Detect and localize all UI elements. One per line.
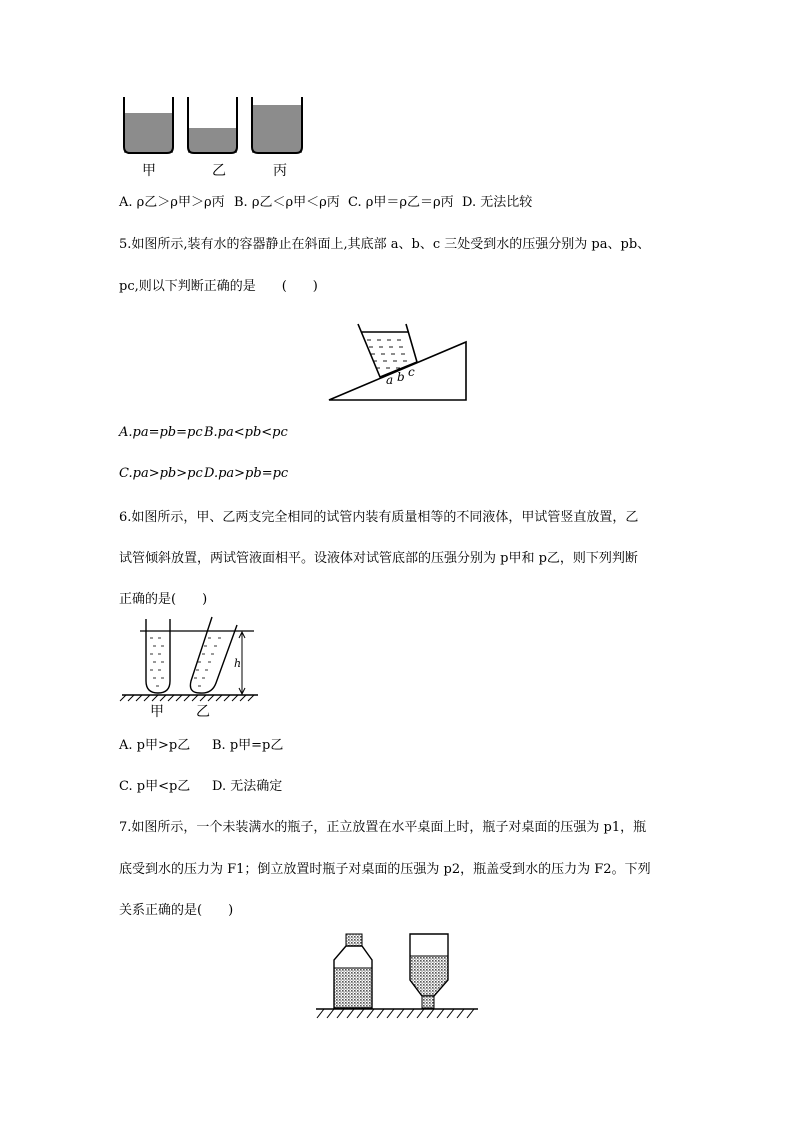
q6-option-b: B. p甲=p乙 bbox=[212, 738, 284, 753]
q6-stem-line1: 6.如图所示，甲、乙两支完全相同的试管内装有质量相等的不同液体，甲试管竖直放置，乙 bbox=[119, 510, 639, 525]
q4-option-c: C. ρ甲＝ρ乙＝ρ丙 bbox=[348, 195, 454, 210]
q5-stem-line2: pc,则以下判断正确的是 ( ) bbox=[119, 279, 318, 294]
fig-label-jia: 甲 bbox=[142, 163, 156, 179]
q6-option-d: D. 无法确定 bbox=[212, 779, 283, 794]
beaker-jia bbox=[124, 97, 173, 153]
q6-stem-line3: 正确的是( ) bbox=[119, 592, 208, 607]
q5-stem-line1: 5.如图所示,装有水的容器静止在斜面上,其底部 a、b、c 三处受到水的压强分别为 pa、pb、 bbox=[119, 237, 651, 252]
q4-option-a: A. ρ乙＞ρ甲＞ρ丙 bbox=[119, 195, 225, 210]
water-dashes bbox=[367, 340, 407, 368]
beaker-bing bbox=[252, 97, 302, 153]
q4-option-b: B. ρ乙＜ρ甲＜ρ丙 bbox=[234, 195, 340, 210]
tube-label-yi: 乙 bbox=[196, 704, 210, 720]
bottle-upright bbox=[334, 934, 372, 1008]
q6-stem-line2: 试管倾斜放置，两试管液面相平。设液体对试管底部的压强分别为 p甲和 p乙，则下列判断 bbox=[119, 551, 638, 566]
q7-stem-line1: 7.如图所示，一个未装满水的瓶子，正立放置在水平桌面上时，瓶子对桌面的压强为 p1，瓶 bbox=[119, 820, 647, 835]
bottles-figure bbox=[312, 930, 482, 1026]
height-label: h bbox=[234, 657, 242, 670]
q5-option-d: D.pa>pb=pc bbox=[204, 466, 289, 481]
fig-label-bing: 丙 bbox=[273, 163, 287, 179]
q5-option-a: A.pa=pb=pc bbox=[119, 425, 203, 440]
test-tubes-figure bbox=[118, 615, 260, 721]
tube-jia-liquid bbox=[150, 638, 164, 686]
tube-label-jia: 甲 bbox=[150, 704, 164, 720]
q4-option-d: D. 无法比较 bbox=[462, 195, 533, 210]
q7-stem-line2: 底受到水的压力为 F1；倒立放置时瓶子对桌面的压强为 p2，瓶盖受到水的压力为 F2。下列 bbox=[119, 862, 651, 877]
ground-hatch bbox=[120, 695, 254, 701]
beaker-yi bbox=[188, 97, 237, 153]
q5-option-c: C.pa>pb>pc bbox=[119, 466, 203, 481]
beakers-figure bbox=[110, 95, 310, 185]
q5-option-b: B.pa<pb<pc bbox=[204, 425, 288, 440]
q7-stem-line3: 关系正确的是( ) bbox=[119, 903, 234, 918]
point-c-label: c bbox=[408, 365, 415, 379]
table-hatch bbox=[317, 1009, 474, 1018]
q6-option-c: C. p甲<p乙 bbox=[119, 779, 191, 794]
q6-option-a: A. p甲>p乙 bbox=[119, 738, 191, 753]
slope-container-figure bbox=[325, 318, 475, 404]
bottle-inverted bbox=[410, 934, 448, 1008]
fig-label-yi: 乙 bbox=[212, 163, 226, 179]
point-b-label: b bbox=[397, 370, 405, 384]
point-a-label: a bbox=[386, 373, 394, 387]
